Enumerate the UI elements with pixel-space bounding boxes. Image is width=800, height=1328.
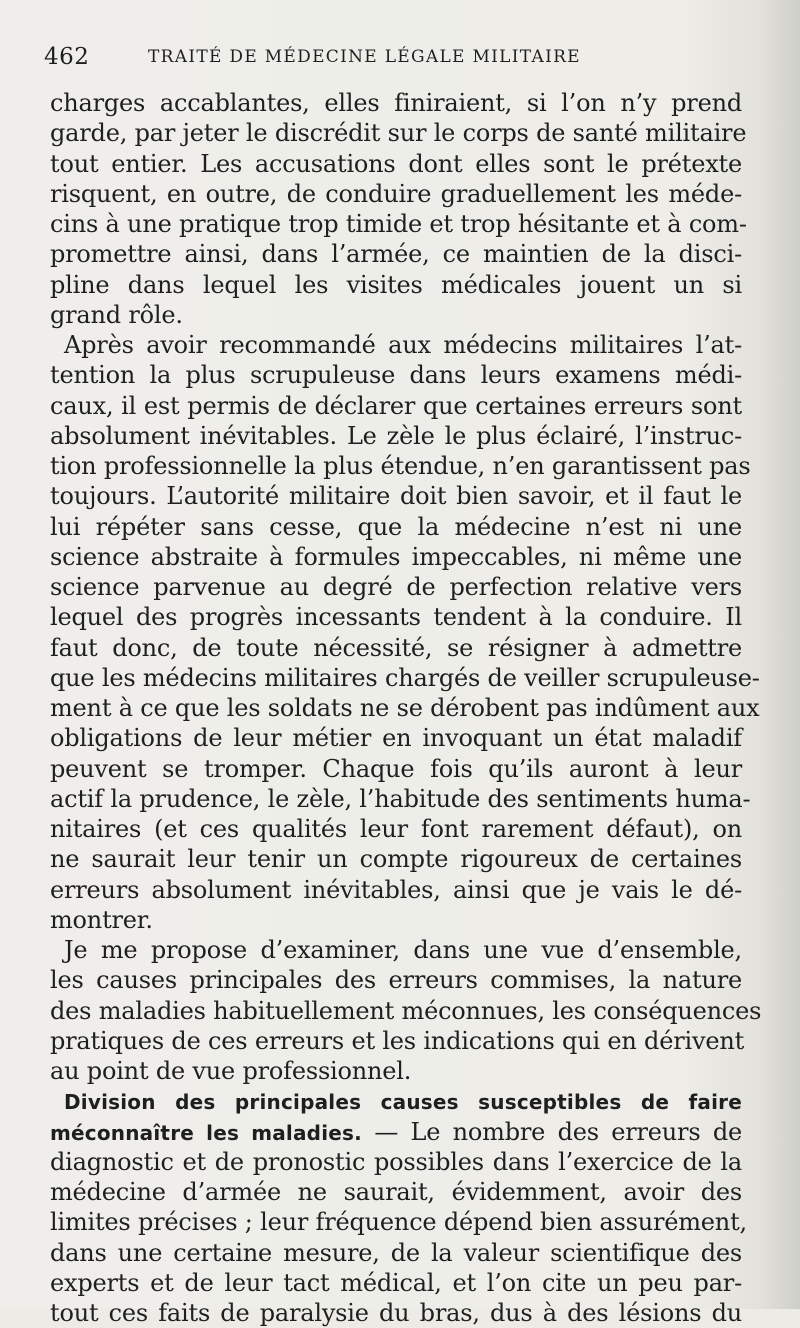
section-heading-line — [50, 1117, 742, 1147]
text-line: tention la plus scrupuleuse dans leurs examens médi- — [50, 361, 742, 390]
running-title: TRAITÉ DE MÉDECINE LÉGALE MILITAIRE — [148, 47, 581, 67]
text-line: grand rôle. — [50, 300, 183, 329]
text-line: tout ces faits de paralysie du bras, dus à des lésions du — [50, 1299, 742, 1327]
text-line: tout entier. Les accusations dont elles sont le prétexte — [50, 149, 742, 178]
text-line: pline dans lequel les visites médicales jouent un si — [50, 270, 742, 299]
text-line: cins à une pratique trop timide et trop hésitante et à com- — [50, 210, 747, 238]
text-line: science abstraite à formules impeccables, ni même une — [50, 542, 742, 571]
section-text-start: — Le nombre des erreurs de — [361, 1117, 743, 1146]
text-line: limites précises ; leur fréquence dépend bien assurément, — [50, 1208, 747, 1237]
text-line: science parvenue au degré de perfection relative vers — [50, 573, 742, 601]
text-line: charges accablantes, elles finiraient, si l’on n’y prend — [50, 89, 742, 117]
section-heading-end: méconnaître les maladies. — [50, 1120, 362, 1145]
text-line: tion professionnelle la plus étendue, n’en garantissent pas — [50, 452, 751, 480]
text-line: lui répéter sans cesse, que la médecine n’est ni une — [50, 512, 742, 541]
text-line: nitaires (et ces qualités leur font rarement défaut), on — [50, 815, 742, 843]
text-line: que les médecins militaires chargés de veiller scrupuleuse- — [50, 663, 760, 692]
text-line: ne saurait leur tenir un compte rigoureux de certaines — [50, 845, 742, 874]
text-line: médecine d’armée ne saurait, évidemment, avoir des — [50, 1178, 742, 1206]
text-line: promettre ainsi, dans l’armée, ce maintien de la disci- — [50, 240, 742, 269]
text-line: risquent, en outre, de conduire graduellement les méde- — [50, 179, 742, 208]
text-line: caux, il est permis de déclarer que certaines erreurs sont — [50, 391, 742, 420]
text-line: obligations de leur métier en invoquant un état maladif — [50, 724, 742, 753]
text-line: erreurs absolument inévitables, ainsi que je vais le dé- — [50, 875, 742, 904]
text-line: actif la prudence, le zèle, l’habitude des sentiments huma- — [50, 784, 751, 813]
body-text — [50, 88, 762, 1328]
text-line: toujours. L’autorité militaire doit bien savoir, et il faut le — [50, 482, 742, 511]
text-line: garde, par jeter le discrédit sur le corps de santé militaire — [50, 119, 747, 148]
text-line: Je me propose d’examiner, dans une vue d’ensemble, — [64, 936, 742, 964]
text-line: absolument inévitables. Le zèle le plus éclairé, l’instruc- — [50, 421, 742, 450]
text-line: Après avoir recommandé aux médecins militaires l’at- — [64, 331, 742, 359]
text-line: au point de vue professionnel. — [50, 1057, 412, 1085]
text-line: diagnostic et de pronostic possibles dans l’exercice de la — [50, 1147, 742, 1176]
page-number: 462 — [44, 44, 90, 70]
text-line: ment à ce que les soldats ne se dérobent pas indûment aux — [50, 694, 760, 722]
text-line: experts et de leur tact médical, et l’on cite un peu par- — [50, 1268, 742, 1297]
section-heading-line — [50, 1086, 742, 1116]
text-line: des maladies habituellement méconnues, les conséquences — [50, 996, 762, 1025]
text-line: montrer. — [50, 905, 153, 934]
text-line: les causes principales des erreurs commises, la nature — [50, 966, 742, 995]
section-heading: Division des principales causes susceptibles de faire — [64, 1090, 742, 1115]
text-line: pratiques de ces erreurs et les indications qui en dérivent — [50, 1026, 745, 1055]
text-line: dans une certaine mesure, de la valeur scientifique des — [50, 1238, 742, 1267]
text-line: lequel des progrès incessants tendent à la conduire. Il — [50, 603, 742, 632]
running-head — [44, 44, 744, 74]
text-line: faut donc, de toute nécessité, se résigner à admettre — [50, 633, 742, 662]
text-line: peuvent se tromper. Chaque fois qu’ils auront à leur — [50, 754, 742, 783]
